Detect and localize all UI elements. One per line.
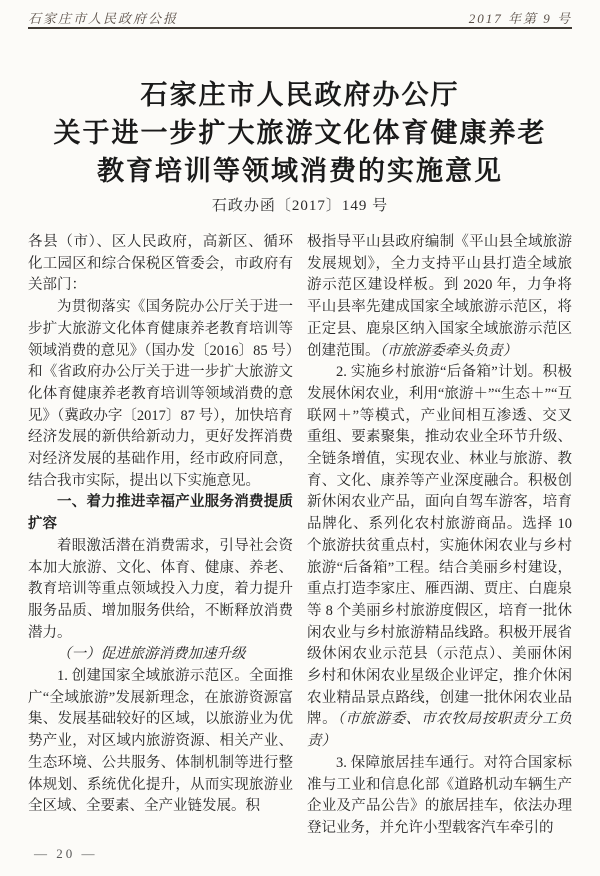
body-paragraph — [307, 232, 572, 362]
body-paragraph — [28, 666, 293, 818]
text-segment: （一）促进旅游消费加速升级 — [57, 646, 246, 663]
header-rule — [28, 27, 572, 29]
document-title-line: 关于进一步扩大旅游文化体育健康养老 — [53, 118, 547, 148]
page-number: — 20 — — [34, 846, 98, 861]
text-segment: 3. 保障旅居挂车通行。对符合国家标准与工业和信息化部《道路机动车辆生产企业及产品公告》的旅居挂车，依法办理登记业务，并允许小型载客汽车牵引的 — [307, 754, 572, 836]
text-segment: （市旅游委、市农牧局按职责分工负责） — [307, 711, 573, 750]
issue-number: 2017 年第 9 号 — [468, 11, 572, 26]
body-paragraph — [28, 232, 293, 297]
text-segment: 1. 创建国家全域旅游示范区。全面推广“全域旅游”发展新理念，在旅游资源富集、发展基础较好的区域，以旅游业为优势产业，对区域内旅游资源、相关产业、生态环境、公共服务、体制机制等进行整体规划、系统优化提升，从而实现旅游业全区域、全要素、全产业链发展。积 — [28, 668, 293, 815]
body-paragraph — [307, 753, 572, 840]
gazette-title: 石家庄市人民政府公报 — [28, 11, 179, 26]
right-column — [307, 232, 572, 840]
text-segment: 极指导平山县政府编制《平山县全域旅游发展规划》，全力支持平山县打造全域旅游示范区建设样板。到 2020 年，力争将平山县率先建成国家全域旅游示范区，将正定县、鹿泉区纳入国家全域旅游示范区创建范围。 — [307, 234, 572, 359]
body-paragraph — [307, 362, 572, 753]
text-segment: （市旅游委牵头负责） — [379, 342, 518, 359]
document-title-line: 石家庄市人民政府办公厅 — [140, 80, 460, 110]
body-paragraph — [28, 644, 293, 666]
text-segment: 着眼激活潜在消费需求，引导社会资本加大旅游、文化、体育、健康、养老、教育培训等重点领域投入力度，着力提升服务品质、增加服务供给，不断释放消费潜力。 — [28, 537, 293, 641]
text-segment: 为贯彻落实《国务院办公厅关于进一步扩大旅游文化体育健康养老教育培训等领域消费的意见》（国办发〔2016〕85 号）和《省政府办公厅关于进一步扩大旅游文化体育健康养老教育培训等领域消费的意见》（冀政办字〔2017〕87 号），加快培育经济发展的新供给新动力，更好发挥消费对经济发展的基础作用，经市政府同意，结合我市实际，提出以下实施意见。 — [28, 299, 293, 489]
document-title — [0, 76, 600, 190]
text-segment: 一、着力推进幸福产业服务消费提质扩容 — [28, 494, 293, 533]
document-title-line: 教育培训等领域消费的实施意见 — [97, 156, 503, 186]
body-paragraph — [28, 297, 293, 492]
text-segment: 各县（市）、区人民政府，高新区、循环化工园区和综合保税区管委会，市政府有关部门： — [28, 234, 293, 294]
section-heading — [28, 492, 293, 535]
running-header — [28, 8, 572, 27]
left-column — [28, 232, 293, 840]
body-columns — [28, 232, 572, 840]
body-paragraph — [28, 536, 293, 645]
text-segment: 2. 实施乡村旅游“后备箱”计划。积极发展休闲农业，利用“旅游＋”“生态＋”“互联网＋”等模式，产业间相互渗透、交叉重组、要素聚集，推动农业全环节升级、全链条增值，实现农业、林业与旅游、教育、文化、康养等产业深度融合。积极创新休闲农业产品，面向自驾车游客，培育品牌化、系列化农村旅游商品。选择 10 个旅游扶贫重点村，实施休闲农业与乡村旅游“后备箱”工程。结合美丽乡村建设，重点打造李家庄、雁西湖、贾庄、白鹿泉等 8 个美丽乡村旅游度假区，培育一批休闲农业与乡村旅游精品线路。积极开展省级休闲农业示范县（示范点）、美丽休闲乡村和休闲农业星级企业评定，推介休闲农业精品景点路线，创建一批休闲农业品牌。 — [307, 364, 572, 728]
document-number: 石政办函〔2017〕149 号 — [211, 198, 389, 214]
